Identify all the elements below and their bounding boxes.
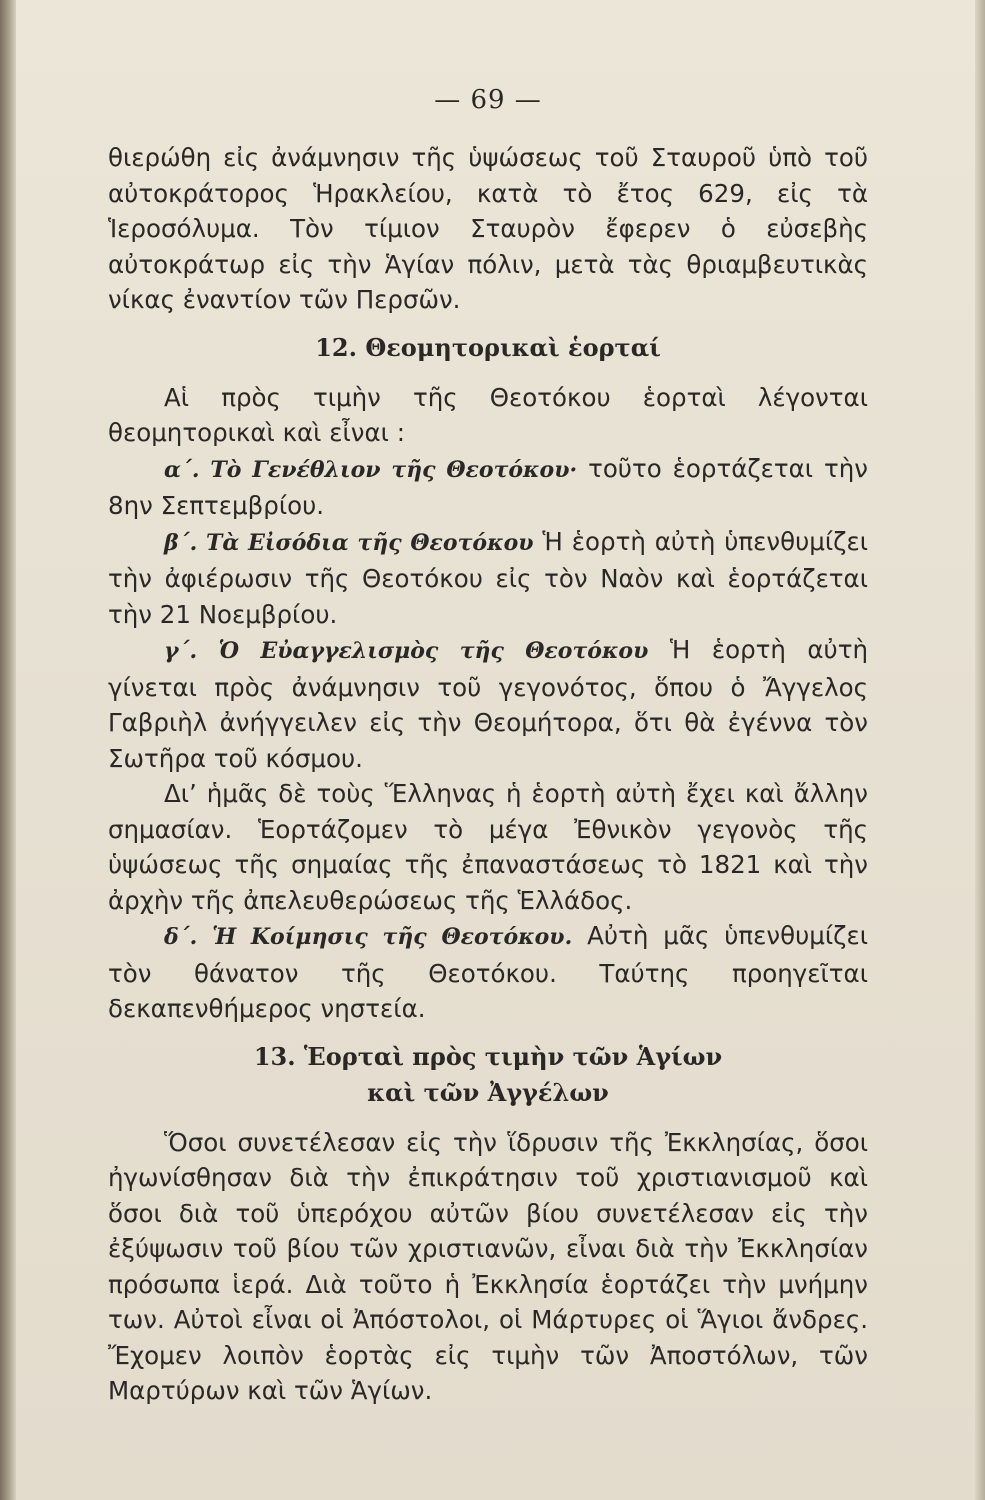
page-outer-edge [975, 0, 985, 1500]
feast-item-4-text: Αὐτὴ μᾶς ὑπενθυμίζει τὸν θάνατον τῆς Θεοτόκου. Ταύτης προηγεῖται δεκαπενθήμερος νηστεία. [108, 921, 869, 1023]
feast-item-2-label: β΄. Τὰ Εἰσόδια τῆς Θεοτόκου [164, 529, 534, 556]
section-12-heading: 12. Θεομητορικαὶ ἑορταί [315, 332, 661, 362]
feast-item-4-label: δ΄. Ἡ Κοίμησις τῆς Θεοτόκου. [164, 924, 573, 950]
feast-item-2 [108, 524, 868, 633]
page-content [108, 82, 868, 1409]
page-number: — 69 — [434, 85, 542, 115]
section-13-body: Ὅσοι συνετέλεσαν εἰς τὴν ἵδρυσιν τῆς Ἐκκλησίας, ὅσοι ἠγωνίσθησαν διὰ τὴν ἐπικράτησιν τοῦ χριστιανισμοῦ καὶ ὅσοι διὰ τοῦ ὑπερόχου αὐτῶν βίου συνετέλεσαν εἰς τὴν ἐξύψωσιν τοῦ βίου τῶν χριστιανῶν, εἶναι διὰ τὴν Ἐκκλησίαν πρόσωπα ἱερά. Διὰ τοῦτο ἡ Ἐκκλησία ἑορτάζει τὴν μνήμην των. Αὐτοὶ εἶναι οἱ Ἀπόστολοι, οἱ Μάρτυρες οἱ Ἅγιοι ἄνδρες. Ἔχομεν λοιπὸν ἑορτὰς εἰς τιμὴν τῶν Ἀποστόλων, τῶν Μαρτύρων καὶ τῶν Ἁγίων. [108, 1127, 868, 1405]
feast-item-1-text: τοῦτο ἑορτάζεται τὴν 8ην Σεπτεμβρίου. [108, 453, 868, 520]
section-13-heading [108, 1039, 868, 1111]
feast-item-1-label: α΄. Τὸ Γενέθλιον τῆς Θεοτόκου· [164, 456, 578, 483]
section-13-heading-line-1: 13. Ἑορταὶ πρὸς τιμὴν τῶν Ἁγίων [253, 1041, 723, 1071]
feast-item-1 [108, 451, 868, 524]
section-12-intro: Αἱ πρὸς τιμὴν τῆς Θεοτόκου ἑορταὶ λέγονται θεομητορικαὶ καὶ εἶναι : [108, 382, 868, 447]
section-12-note: Δι’ ἡμᾶς δὲ τοὺς Ἕλληνας ἡ ἑορτὴ αὐτὴ ἔχει καὶ ἄλλην σημασίαν. Ἑορτάζομεν τὸ μέγα Ἐθνικὸν γεγονὸς τῆς ὑψώσεως τῆς σημαίας τῆς ἐπαναστάσεως τὸ 1821 καὶ τὴν ἀρχὴν τῆς ἀπελευθερώσεως τῆς Ἑλλάδος. [108, 779, 868, 915]
intro-paragraph: θιερώθη εἰς ἀνάμνησιν τῆς ὑψώσεως τοῦ Σταυροῦ ὑπὸ τοῦ αὐτοκράτορος Ἡρακλείου, κατὰ τὸ ἔτος 629, εἰς τὰ Ἱεροσόλυμα. Τὸν τίμιον Σταυρὸν ἔφερεν ὁ εὐσεβὴς αὐτοκράτωρ εἰς τὴν Ἁγίαν πόλιν, μετὰ τὰς θριαμβευτικὰς νίκας ἐναντίον τῶν Περσῶν. [108, 143, 868, 314]
feast-item-4 [108, 918, 868, 1027]
feast-item-3-text: Ἡ ἑορτὴ αὐτὴ γίνεται πρὸς ἀνάμνησιν τοῦ γεγονότος, ὅπου ὁ Ἄγγελος Γαβριὴλ ἀνήγγειλεν εἰς τὴν Θεομήτορα, ὅτι θὰ ἐγέννα τὸν Σωτῆρα τοῦ κόσμου. [108, 635, 868, 773]
feast-item-2-text: Ἡ ἑορτὴ αὐτὴ ὑπενθυμίζει τὴν ἀφιέρωσιν τῆς Θεοτόκου εἰς τὸν Ναὸν καὶ ἑορτάζεται τὴν 21 Νοεμβρίου. [108, 526, 868, 629]
page-binding-edge [0, 0, 16, 1500]
section-13-heading-line-2: καὶ τῶν Ἀγγέλων [367, 1077, 609, 1107]
feast-item-3 [108, 632, 868, 776]
feast-item-3-label: γ΄. Ὁ Εὐαγγελισμὸς τῆς Θεοτόκου [164, 638, 649, 664]
